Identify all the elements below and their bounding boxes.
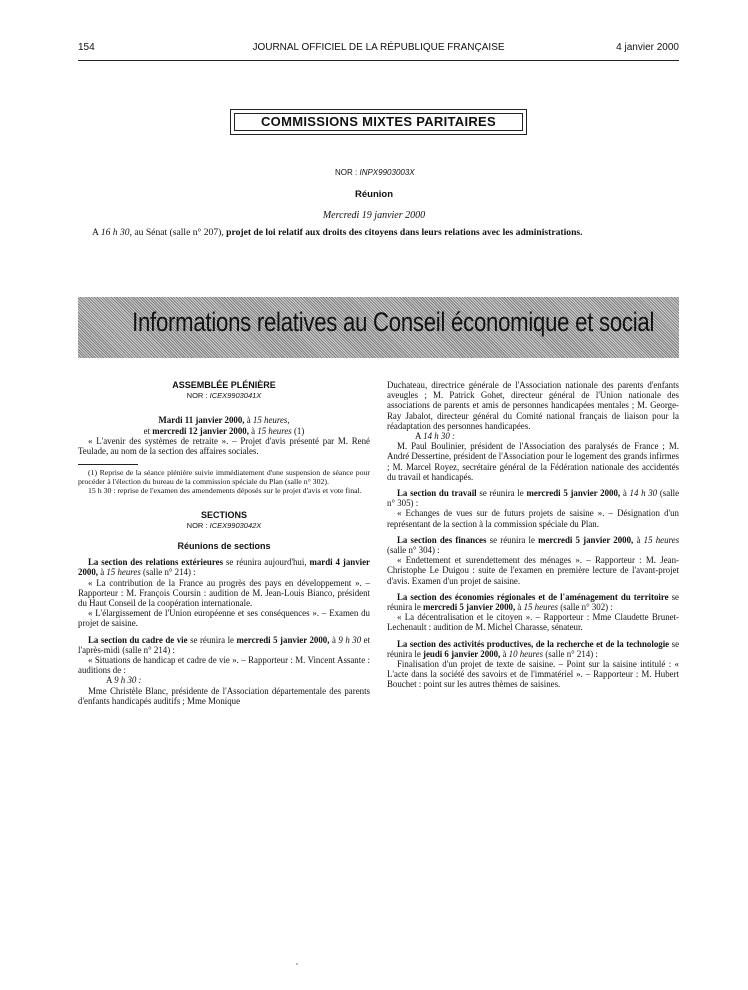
relations-item-2: « L'élargissement de l'Union européenne et ses conséquences ». – Examen du projet de saisine. (78, 608, 370, 629)
nor-label: NOR : (186, 520, 208, 530)
finances-intro (387, 535, 679, 555)
page-number: 154 (78, 42, 95, 53)
ap-date1-a: à (246, 415, 251, 426)
meeting-time: 15 heures (523, 602, 558, 613)
cmp-date: Mercredi 19 janvier 2000 (322, 210, 426, 221)
economies-item: « La décentralisation et le citoyen ». – Rapporteur : Mme Claudette Brunet-Lechenault : audition de M. Michel Charasse, sénateur. (387, 612, 679, 633)
cadre-auditions: Mme Christèle Blanc, présidente de l'Association départementale des parents d'enfants handicapés auditifs ; Mme Monique (78, 685, 370, 706)
ap-date-line-2 (78, 426, 370, 436)
intro-a: A (92, 227, 99, 238)
text: à (331, 634, 336, 645)
left-column (78, 380, 370, 706)
section-name: La section du travail (397, 488, 477, 499)
ces-banner (78, 297, 679, 358)
time-slot: 9 h 30 : (114, 675, 142, 686)
meeting-date: mardi 4 janvier 2000, (78, 557, 370, 578)
running-header (78, 42, 679, 56)
section-name: La section des finances (397, 534, 487, 545)
cmp-title: COMMISSIONS MIXTES PARITAIRES (234, 113, 523, 131)
intro-time: 16 h 30 (100, 227, 130, 238)
text: à (100, 567, 105, 578)
text: se réunira le (387, 591, 679, 613)
text: se réunira le (489, 534, 535, 545)
text: (salle n° 214) : (143, 567, 196, 578)
cmp-nor (335, 168, 415, 177)
ap-date1: Mardi 11 janvier 2000, (158, 415, 245, 426)
text: (salle n° 304) : (387, 545, 440, 556)
text: à (636, 534, 641, 545)
section-name: La section des économies régionales et de l'aménagement du territoire (397, 591, 669, 602)
text: (salle n° 305) : (387, 488, 680, 509)
header-rule (78, 60, 679, 61)
issue-date: 4 janvier 2000 (616, 42, 679, 53)
cadre-time-slot (78, 675, 370, 685)
text: se réunira aujourd'hui, (225, 557, 307, 568)
cadre-item-1: « Situations de handicap et cadre de vie ». – Rapporteur : M. Vincent Assante : auditions de : (78, 655, 370, 676)
nor-code: INPX9903003X (359, 168, 415, 177)
text: A (415, 431, 421, 442)
text: se réunira le (190, 634, 234, 645)
footnote-2: 15 h 30 : reprise de l'examen des amendements déposés sur le projet d'avis et vote final. (88, 485, 362, 495)
auditions-continued: Duchateau, directrice générale de l'Association nationale des parents d'enfants aveugles ; M. Patrick Gohet, directeur général de l'Union nationale des associations de parents et amis de personnes handicapées mentales ; M. George-Ray Jabalot, directeur général du Comité national français de liaison pour la réadaptation des personnes handicapées. (387, 380, 679, 431)
meeting-time: 15 heures (643, 534, 680, 545)
meeting-time: 10 heures (508, 648, 544, 659)
relations-exterieures-intro (78, 557, 370, 577)
economies-regionales-intro (387, 592, 679, 612)
cmp-reunion-heading: Réunion (355, 189, 393, 200)
text: (salle n° 214) : (545, 648, 598, 659)
section-name: La section des activités productives, de la recherche et de la technologie (397, 638, 670, 649)
finances-item: « Endettement et surendettement des ménages ». – Rapporteur : M. Jean-Christophe Le Duigou : suite de l'examen en première lecture de l'avant-projet d'avis. Examen d'un projet de saisine. (387, 555, 679, 586)
meeting-date: jeudi 6 janvier 2000, (422, 648, 501, 659)
meeting-date: mercredi 5 janvier 2000, (538, 534, 634, 545)
sections-nor (78, 521, 370, 531)
ap-date2-pre: et (143, 425, 151, 436)
assemblee-pleniere-heading: ASSEMBLÉE PLÉNIÈRE (172, 380, 276, 390)
afternoon-time-slot (387, 431, 679, 441)
ap-date1-time: 15 heures, (252, 415, 290, 426)
text: A (106, 675, 112, 686)
text: se réunira le (479, 488, 524, 499)
text: à (502, 648, 507, 659)
text: se réunira le (387, 638, 680, 659)
ap-nor (78, 391, 370, 401)
meeting-time: 14 h 30 (629, 488, 658, 499)
meeting-date: mercredi 5 janvier 2000, (236, 634, 330, 645)
ap-date2: mercredi 12 janvier 2000, (152, 425, 249, 436)
scan-speck (296, 963, 298, 965)
footnote-ref: (1) (293, 425, 305, 436)
activites-productives-intro (387, 639, 679, 659)
cadre-de-vie-intro (78, 635, 370, 655)
meeting-time: 15 heures (106, 567, 141, 578)
nor-label: NOR : (186, 391, 208, 401)
right-column (387, 380, 679, 690)
journal-title: JOURNAL OFFICIEL DE LA RÉPUBLIQUE FRANÇAISE (252, 42, 505, 53)
nor-code: ICEX9903041X (209, 391, 262, 401)
text: et l'après-midi (salle n° 214) : (78, 634, 371, 655)
ap-text: « L'avenir des systèmes de retraite ». – Projet d'avis présenté par M. René Teulade, au nom de la section des affaires sociales. (78, 435, 370, 457)
activites-item: Finalisation d'un projet de texte de saisine. – Point sur la saisine intitulé : « L'acte dans la société des savoirs et de l'immatériel ». – Rapporteur : M. Hubert Bouchet : point sur les autres thèmes de saisines. (387, 659, 679, 690)
footnote-1: (1) Reprise de la séance plénière suivie immédiatement d'une suspension de séance pour procéder à l'élection du bureau de la commission spéciale du Plan (salle n° 302). (78, 468, 370, 487)
relations-item-1: « La contribution de la France au progrès des pays en développement ». – Rapporteur : M. François Coursin : audition de M. Jean-Louis Bianco, président du Haut Conseil de la coopération internationale. (78, 577, 370, 609)
text: à (622, 488, 627, 499)
section-name: La section du cadre de vie (88, 634, 188, 645)
reunions-heading: Réunions de sections (177, 541, 271, 552)
meeting-date: mercredi 5 janvier 2000, (422, 602, 516, 613)
intro-subject: projet de loi relatif aux droits des citoyens dans leurs relations avec les administrations. (226, 227, 583, 238)
ap-date2-time: 15 heures (257, 425, 292, 436)
text: à (517, 602, 522, 613)
text: (salle n° 302) : (560, 602, 613, 613)
section-name: La section des relations extérieures (88, 557, 224, 568)
nor-code: ICEX9903042X (209, 520, 262, 530)
ap-date2-a: à (251, 425, 256, 436)
travail-intro (387, 488, 679, 508)
intro-place: , au Sénat (salle n° 207), (129, 227, 224, 238)
nor-label: NOR : (335, 168, 358, 177)
meeting-date: mercredi 5 janvier 2000, (526, 488, 621, 499)
sections-heading: SECTIONS (200, 509, 247, 520)
time-slot: 14 h 30 : (423, 431, 455, 442)
travail-item: « Echanges de vues sur de futurs projets de saisine ». – Désignation d'un représentant de la section à la commission spéciale du Plan. (387, 508, 679, 529)
banner-title: Informations relatives au Conseil économique et social (132, 307, 655, 337)
meeting-time: 9 h 30 (338, 634, 362, 645)
afternoon-auditions: M. Paul Boulinier, président de l'Association des paralysés de France ; M. André Dessertine, président de l'Association pour le logement des grands infirmes ; M. Marcel Royez, secrétaire général de la Fédération nationale des accidentés du travail et handicapés. (387, 441, 679, 482)
cmp-title-box (230, 109, 527, 135)
ap-date-line-1 (78, 415, 370, 425)
footnote-rule (78, 464, 138, 465)
cmp-intro (92, 227, 692, 238)
